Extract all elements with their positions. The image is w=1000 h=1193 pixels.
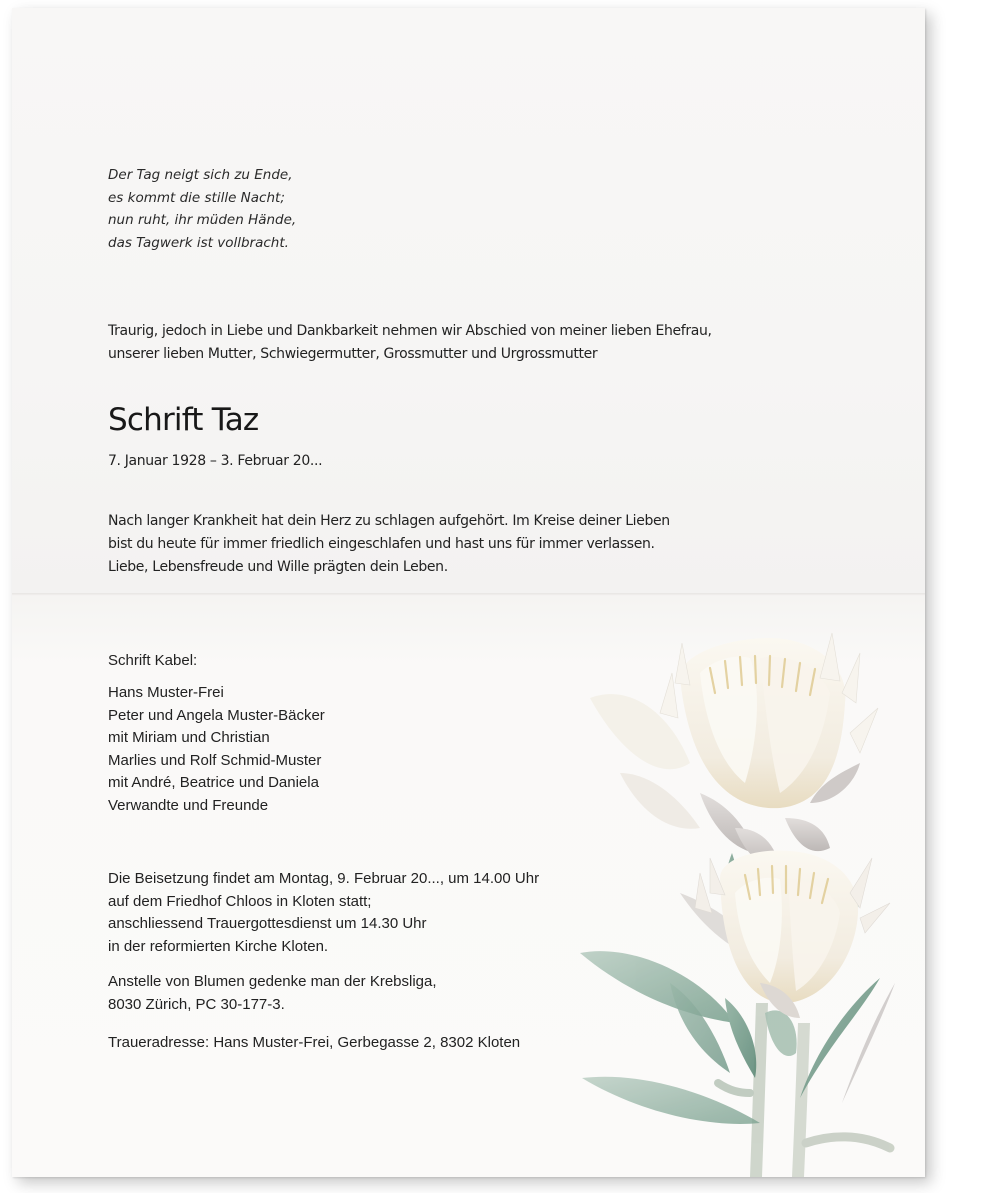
message-line: bist du heute für immer friedlich eingeschlafen und hast uns für immer verlassen. bbox=[108, 536, 655, 552]
donation-line: Anstelle von Blumen gedenke man der Krebsliga, bbox=[108, 973, 437, 990]
intro-line: unserer lieben Mutter, Schwiegermutter, Grossmutter und Urgrossmutter bbox=[108, 346, 598, 362]
mourning-address: Traueradresse: Hans Muster-Frei, Gerbegasse 2, 8302 Kloten bbox=[108, 1034, 521, 1051]
mourner: Hans Muster-Frei bbox=[108, 684, 224, 701]
lower-bloom bbox=[680, 850, 890, 1018]
funeral-line: anschliessend Trauergottesdienst um 14.30 Uhr bbox=[108, 915, 427, 932]
poem-line: das Tagwerk ist vollbracht. bbox=[108, 234, 289, 251]
deceased-name: Schrift Taz bbox=[108, 402, 259, 438]
poem-line: Der Tag neigt sich zu Ende, bbox=[108, 167, 293, 183]
mourner: Peter und Angela Muster-Bäcker bbox=[108, 706, 325, 724]
mourner: mit Miriam und Christian bbox=[108, 729, 270, 746]
mourner: Verwandte und Freunde bbox=[108, 796, 269, 814]
intro-text bbox=[108, 320, 712, 366]
mourners-heading: Schrift Kabel: bbox=[108, 652, 198, 669]
obituary-card bbox=[12, 8, 925, 1177]
funeral-line: Die Beisetzung findet am Montag, 9. Februar 20..., um 14.00 Uhr bbox=[108, 870, 540, 887]
message-line: Nach langer Krankheit hat dein Herz zu schlagen aufgehört. Im Kreise deiner Lieben bbox=[108, 513, 670, 529]
donation-line: 8030 Zürich, PC 30-177-3. bbox=[108, 995, 285, 1013]
donation-note bbox=[108, 971, 437, 1016]
life-dates: 7. Januar 1928 – 3. Februar 20... bbox=[108, 453, 323, 469]
message-line: Liebe, Lebensfreude und Wille prägten dein Leben. bbox=[108, 559, 448, 575]
farewell-message bbox=[108, 510, 670, 579]
poem bbox=[108, 164, 296, 254]
funeral-details bbox=[108, 868, 539, 958]
funeral-line: in der reformierten Kirche Kloten. bbox=[108, 937, 329, 955]
protea-flower-illustration bbox=[560, 623, 925, 1177]
upper-bloom bbox=[590, 633, 878, 868]
funeral-line: auf dem Friedhof Chloos in Kloten statt; bbox=[108, 892, 372, 910]
mourner: mit André, Beatrice und Daniela bbox=[108, 774, 319, 791]
mourner: Marlies und Rolf Schmid-Muster bbox=[108, 751, 322, 769]
intro-line: Traurig, jedoch in Liebe und Dankbarkeit nehmen wir Abschied von meiner lieben Ehefrau, bbox=[108, 323, 712, 339]
card-top-panel bbox=[12, 8, 925, 593]
mourners-list bbox=[108, 682, 325, 817]
poem-line: nun ruht, ihr müden Hände, bbox=[108, 212, 297, 228]
poem-line: es kommt die stille Nacht; bbox=[108, 189, 285, 206]
